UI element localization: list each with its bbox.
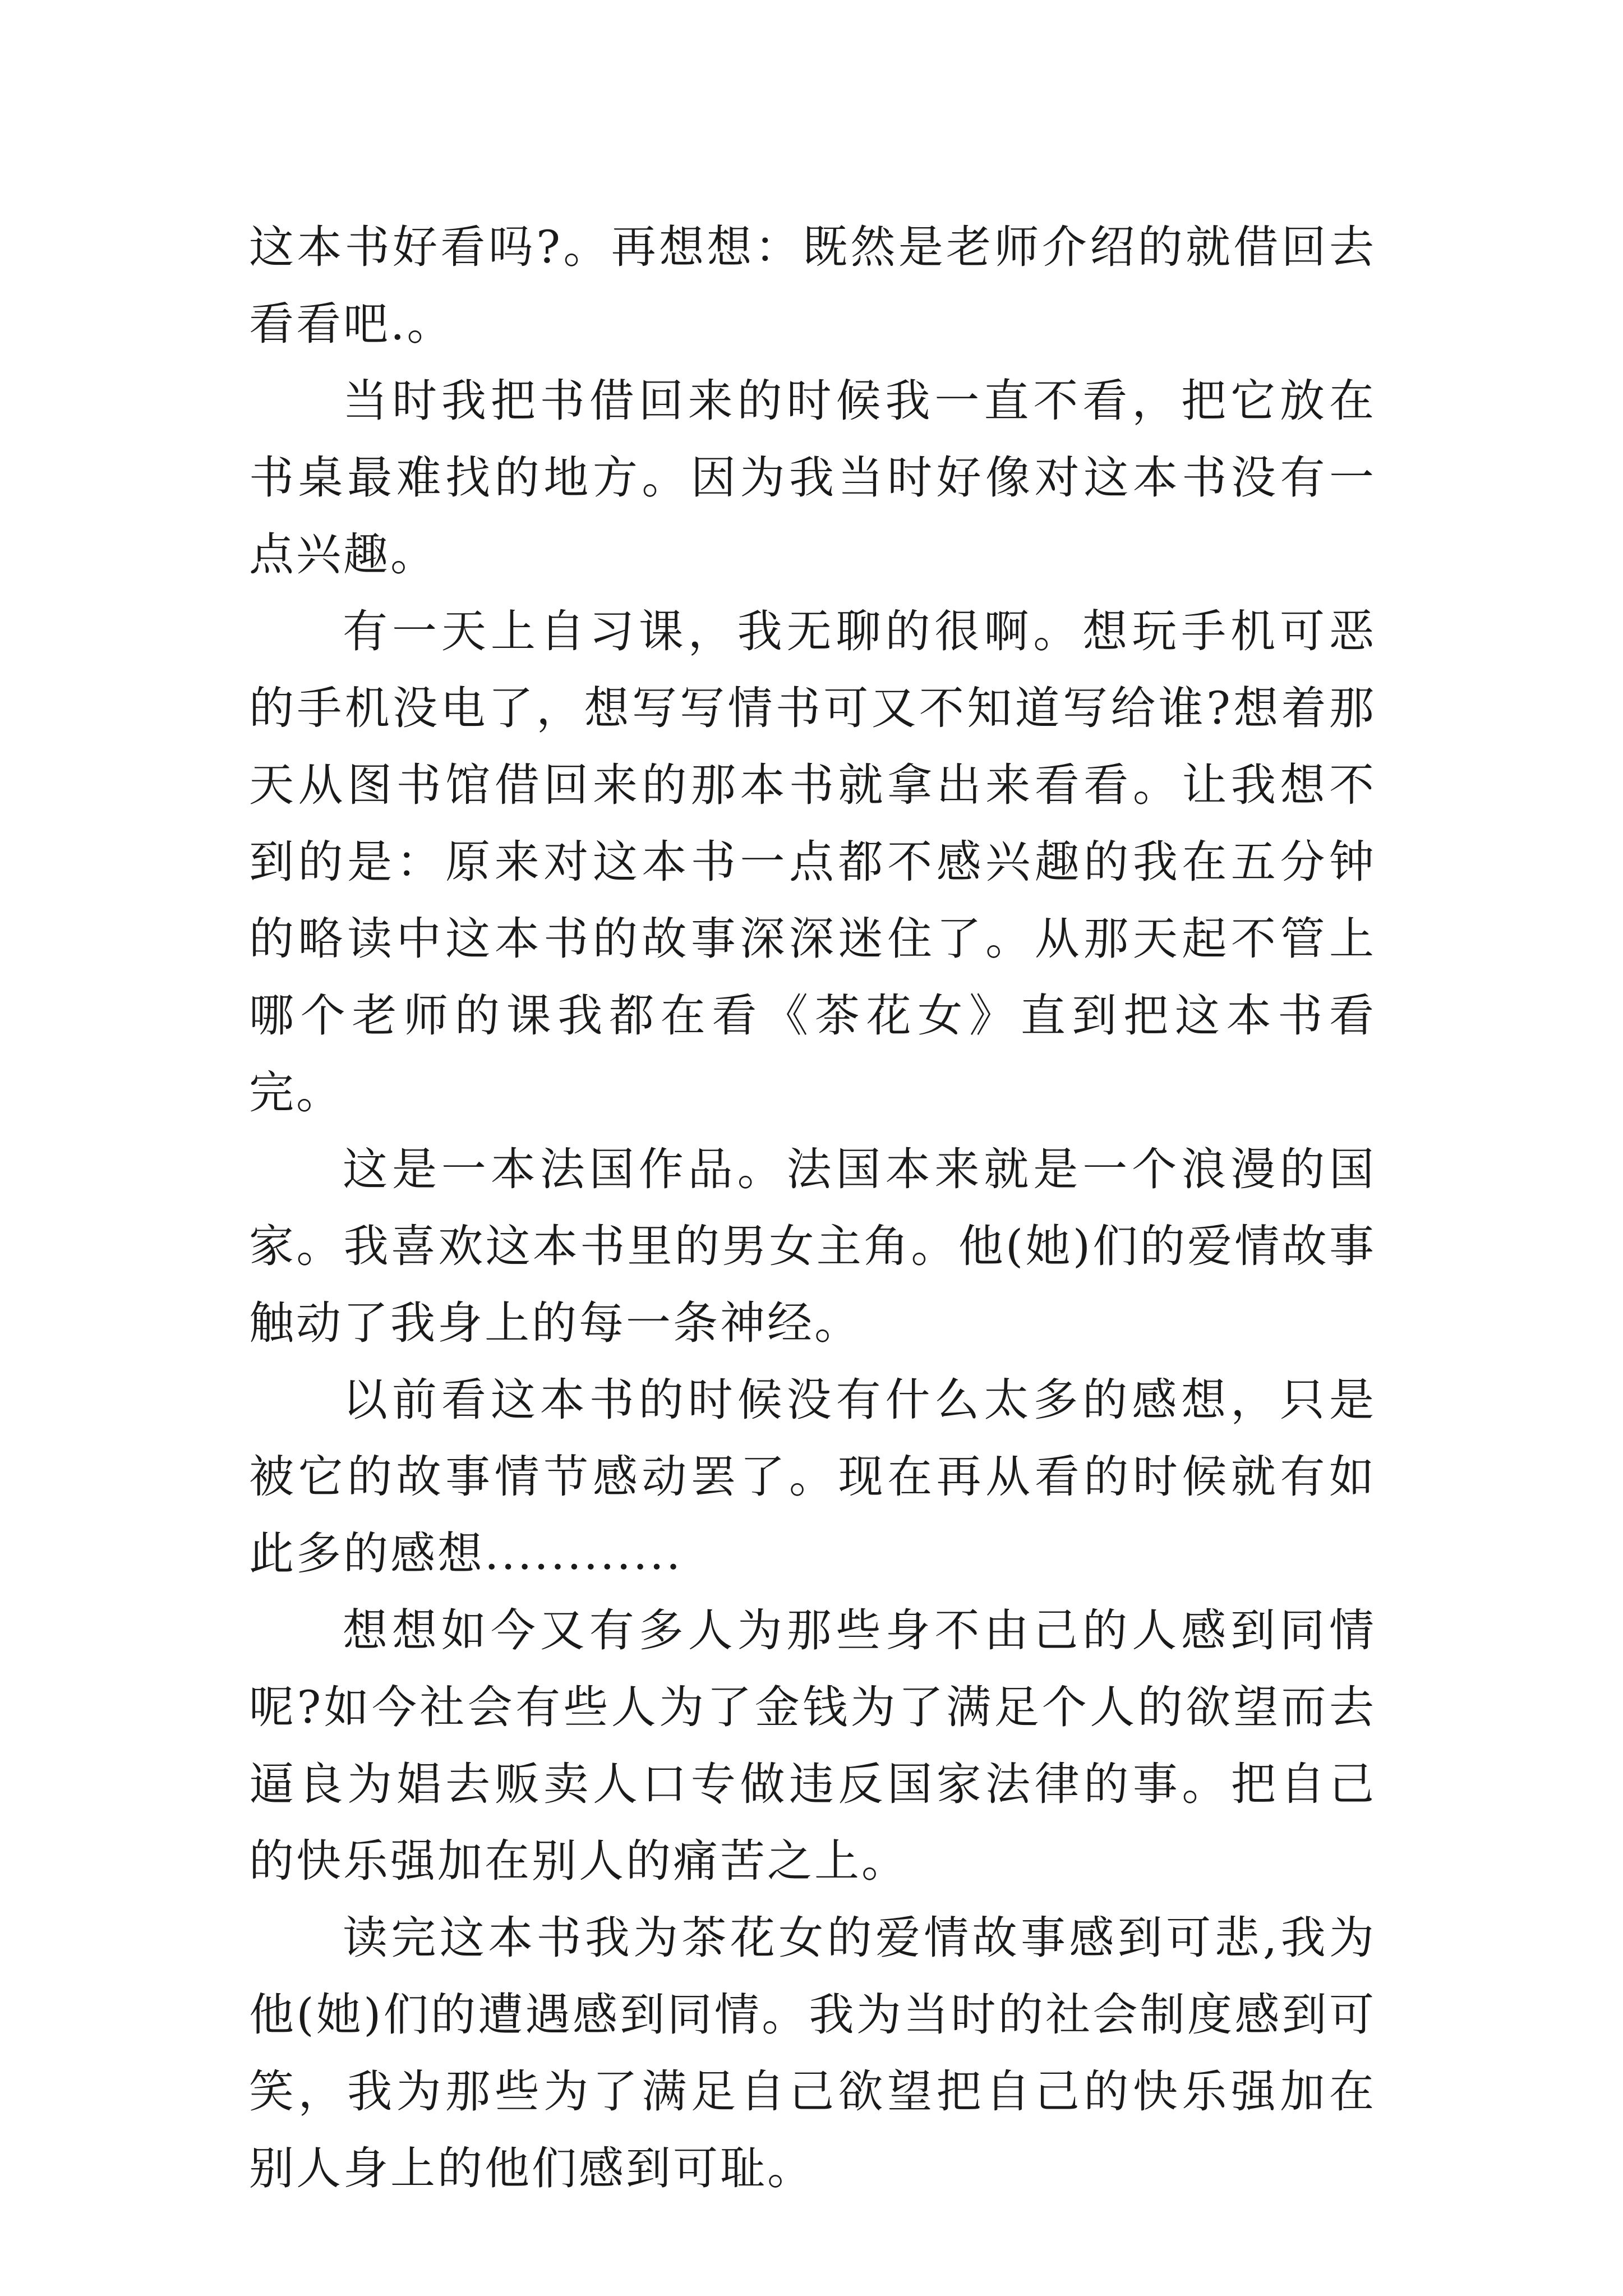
- paragraph-5: 以前看这本书的时候没有什么太多的感想，只是被它的故事情节感动罢了。现在再从看的时候就有如此多的感想............: [249, 1374, 1376, 1580]
- document-body: [249, 209, 1376, 2207]
- paragraph-3: 有一天上自习课，我无聊的很啊。想玩手机可恶的手机没电了，想写写情书可又不知道写给谁?想着那天从图书馆借回来的那本书就拿出来看看。让我想不到的是：原来对这本书一点都不感兴趣的我在五分钟的略读中这本书的故事深深迷住了。从那天起不管上哪个老师的课我都在看《茶花女》直到把这本书看完。: [249, 605, 1376, 1119]
- paragraph-7: 读完这本书我为茶花女的爱情故事感到可悲,我为他(她)们的遭遇感到同情。我为当时的社会制度感到可笑，我为那些为了满足自己欲望把自己的快乐强加在别人身上的他们感到可耻。: [249, 1912, 1376, 2194]
- paragraph-6: 想想如今又有多人为那些身不由己的人感到同情呢?如今社会有些人为了金钱为了满足个人的欲望而去逼良为娼去贩卖人口专做违反国家法律的事。把自己的快乐强加在别人的痛苦之上。: [249, 1604, 1376, 1887]
- paragraph-1: 这本书好看吗?。再想想：既然是老师介绍的就借回去看看吧.。: [249, 221, 1376, 350]
- paragraph-4: 这是一本法国作品。法国本来就是一个浪漫的国家。我喜欢这本书里的男女主角。他(她)们的爱情故事触动了我身上的每一条神经。: [249, 1143, 1376, 1349]
- paragraph-2: 当时我把书借回来的时候我一直不看，把它放在书桌最难找的地方。因为我当时好像对这本书没有一点兴趣。: [249, 375, 1376, 581]
